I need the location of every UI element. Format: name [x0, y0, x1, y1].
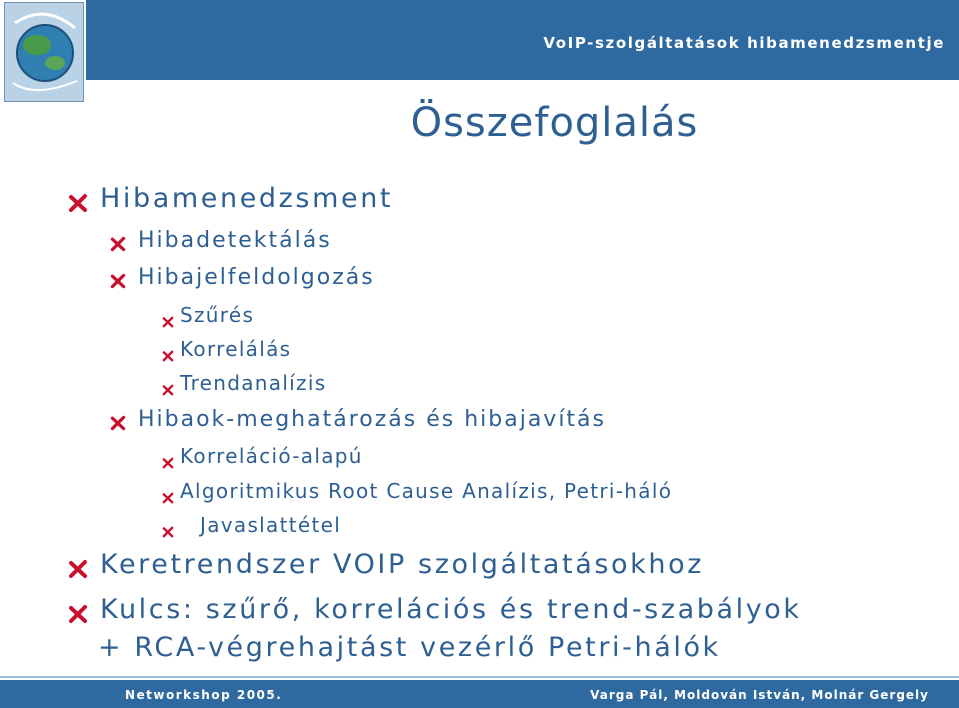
- list-item: [68, 549, 704, 580]
- list-item: [110, 228, 332, 253]
- list-item: [162, 513, 341, 537]
- list-item: [162, 371, 326, 395]
- bullet-text: Hibajelfeldolgozás: [138, 265, 375, 290]
- x-mark-icon: [110, 412, 126, 428]
- x-mark-icon: [68, 555, 88, 575]
- bullet-text: Hibaok-meghatározás és hibajavítás: [138, 407, 606, 432]
- x-mark-icon: [162, 377, 174, 389]
- footer-event: Networkshop 2005.: [125, 688, 283, 702]
- list-item: [162, 337, 291, 361]
- bullet-text: Hibamenedzsment: [100, 183, 394, 214]
- x-mark-icon: [68, 189, 88, 209]
- bullet-text: Javaslattétel: [200, 513, 342, 537]
- x-mark-icon: [162, 519, 174, 531]
- x-mark-icon: [162, 309, 174, 321]
- x-mark-icon: [162, 450, 174, 462]
- list-item: [162, 479, 672, 503]
- x-mark-icon: [162, 485, 174, 497]
- list-item: [110, 265, 375, 290]
- x-mark-icon: [68, 600, 88, 620]
- list-item: [162, 303, 254, 327]
- footer-authors: Varga Pál, Moldován István, Molnár Gergely: [590, 688, 929, 702]
- bullet-text: Keretrendszer VOIP szolgáltatásokhoz: [100, 549, 704, 580]
- list-item: [110, 407, 606, 432]
- bullet-text: Korrelálás: [180, 337, 292, 361]
- header-bar: [86, 0, 959, 80]
- bullet-text: Trendanalízis: [180, 371, 327, 395]
- bullet-text: Algoritmikus Root Cause Analízis, Petri-háló: [180, 479, 673, 503]
- bullet-text: Kulcs: szűrő, korrelációs és trend-szabályok: [100, 594, 802, 625]
- footer-bar: [0, 680, 959, 708]
- footer-divider: [0, 676, 959, 678]
- bullet-text: Hibadetektálás: [138, 228, 332, 253]
- bullet-text: Korreláció-alapú: [180, 444, 363, 468]
- x-mark-icon: [162, 343, 174, 355]
- page-title: Összefoglalás: [410, 100, 699, 146]
- x-mark-icon: [110, 270, 126, 286]
- list-item: [68, 594, 802, 625]
- list-item: [68, 183, 393, 214]
- bullet-continuation: + RCA-végrehajtást vezérlő Petri-hálók: [98, 632, 721, 663]
- bullet-text: Szűrés: [180, 303, 255, 327]
- list-item: [162, 444, 363, 468]
- header-title: VoIP-szolgáltatások hibamenedzsmentje: [543, 34, 945, 52]
- x-mark-icon: [110, 233, 126, 249]
- globe-logo-icon: [4, 2, 84, 102]
